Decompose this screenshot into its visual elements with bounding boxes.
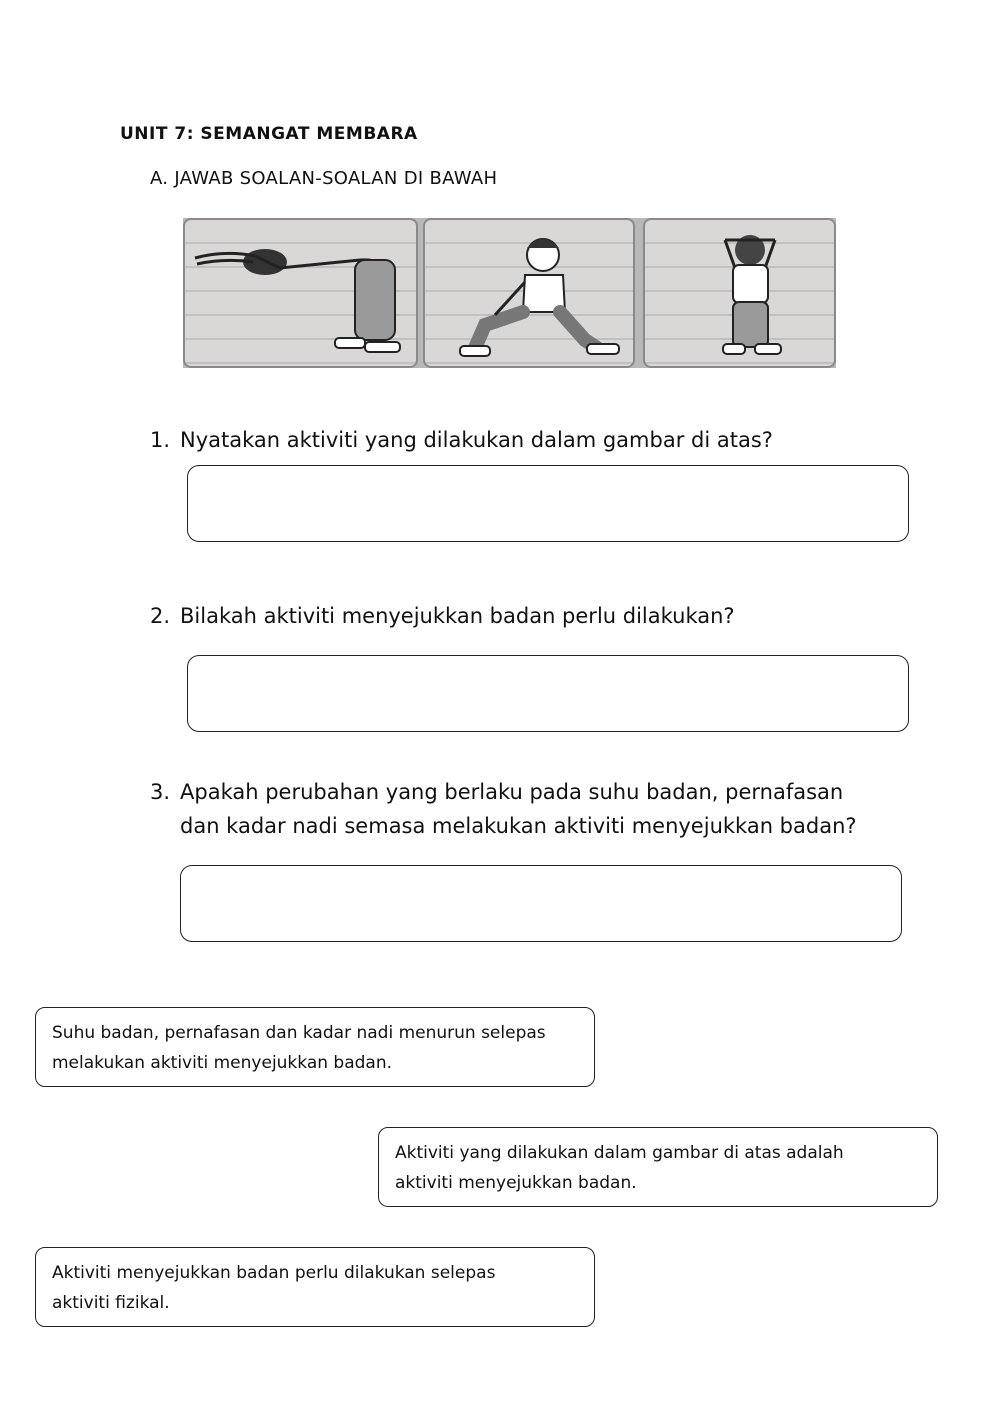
unit-title: UNIT 7: SEMANGAT MEMBARA	[120, 124, 418, 144]
stretching-illustration	[183, 218, 836, 368]
question-number: 2.	[150, 604, 171, 628]
section-title: A. JAWAB SOALAN-SOALAN DI BAWAH	[150, 168, 498, 189]
answer-box-2[interactable]	[187, 655, 909, 732]
answer-box-1[interactable]	[187, 465, 909, 542]
answer-option-line-2: melakukan aktiviti menyejukkan badan.	[52, 1053, 393, 1073]
panel-arm-stretch	[643, 218, 836, 368]
question-text-line-1: Apakah perubahan yang berlaku pada suhu badan, pernafasan	[180, 780, 844, 804]
panel-lunge	[423, 218, 635, 368]
answer-option-line-1: Aktiviti menyejukkan badan perlu dilakukan selepas	[52, 1263, 496, 1283]
lunge-figure	[425, 220, 635, 368]
answer-option-line-1: Suhu badan, pernafasan dan kadar nadi menurun selepas	[52, 1023, 546, 1043]
bend-forward-figure	[185, 220, 418, 368]
answer-option-line-2: aktiviti fizikal.	[52, 1293, 170, 1313]
answer-option-3[interactable]	[35, 1247, 595, 1327]
panel-bend-forward	[183, 218, 418, 368]
question-2	[150, 599, 735, 633]
question-1	[150, 423, 773, 457]
question-number: 3.	[150, 780, 171, 804]
question-number: 1.	[150, 428, 171, 452]
question-text: Bilakah aktiviti menyejukkan badan perlu dilakukan?	[180, 604, 735, 628]
question-text-line-2: dan kadar nadi semasa melakukan aktiviti menyejukkan badan?	[180, 814, 857, 838]
answer-box-3[interactable]	[180, 865, 902, 942]
answer-option-2[interactable]	[378, 1127, 938, 1207]
question-3	[150, 775, 857, 843]
answer-option-1[interactable]	[35, 1007, 595, 1087]
question-text: Nyatakan aktiviti yang dilakukan dalam gambar di atas?	[180, 428, 773, 452]
arm-stretch-figure	[645, 220, 836, 368]
answer-option-line-1: Aktiviti yang dilakukan dalam gambar di atas adalah	[395, 1143, 844, 1163]
answer-option-line-2: aktiviti menyejukkan badan.	[395, 1173, 637, 1193]
